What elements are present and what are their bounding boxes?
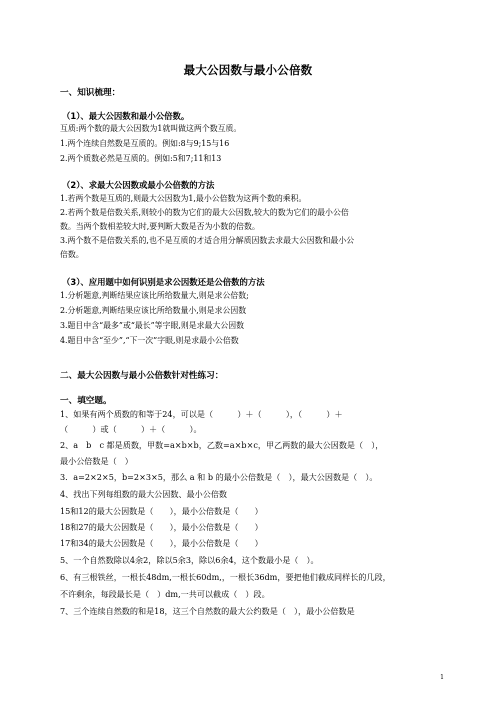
section2-heading: 二、最大公因数与最小公倍数针对性练习： [60, 371, 224, 381]
exercise-line: 最小公倍数是（ ） [60, 456, 133, 466]
exercise-line: 18和27的最大公因数是（ ），最小公倍数是（ ） [60, 522, 263, 532]
sub2-line: 2.若两个数是倍数关系,则较小的数为它们的最大公因数,较大的数为它们的最小公倍 [60, 208, 349, 217]
exercise-line: 4、找出下列每组数的最大公因数、最小公倍数 [60, 489, 228, 499]
sub2-line: 数。当两个数相差较大时,要判断大数是否为小数的倍数。 [60, 222, 260, 231]
section1-heading: 一、知识梳理： [60, 88, 121, 98]
exercise-line: 不许剩余，每段最长是（ ）dm,一共可以截成（ ）段。 [60, 589, 270, 599]
exercise-line: 3．a=2×2×5，b=2×3×5，那么 a 和 b 的最小公倍数是（ ），最大公因数是（ ）。 [60, 472, 378, 482]
page-number: 1 [440, 674, 444, 681]
sub2-title: （2）、求最大公因数或最小公倍数的方法 [62, 180, 215, 190]
exercise-line: （ ）或（ ）＋（ ）。 [60, 424, 202, 434]
page-title: 最大公因数与最小公倍数 [183, 63, 313, 77]
fill-in-heading: 一、填空题。 [60, 396, 112, 406]
sub3-line: 1.分析题意,判断结果应该比所给数量大,则是求公倍数; [60, 291, 249, 300]
exercise-line: 7、三个连续自然数的和是18，这三个自然数的最大公约数是（ ），最小公倍数是 [60, 606, 355, 616]
sub1-line: 1.两个连续自然数是互质的。例如:8与9;15与16 [60, 139, 230, 148]
sub3-line: 2.分析题意,判断结果应该比所给数量小,则是求公因数 [60, 306, 247, 315]
sub3-line: 3.题目中含“最多”或“最长”等字眼,则是求最大公因数 [60, 321, 244, 330]
exercise-line: 17和34的最大公因数是（ ），最小公倍数是（ ） [60, 538, 263, 548]
exercise-line: 6、有三根铁丝，一根长48dm,一根长60dm,，一根长36dm，要把他们截成同样长的几段， [60, 572, 391, 582]
sub3-line: 4.题目中含“至少”,“下一次”字眼,则是求最小公倍数 [60, 336, 239, 345]
sub3-title: （3）、应用题中如何识别是求公因数还是公倍数的方法 [62, 277, 265, 287]
sub1-line: 2.两个质数必然是互质的。例如:5和7;11和13 [60, 154, 222, 163]
exercise-line: 5、一个自然数除以4余2，除以5余3，除以6余4，这个数最小是（ ）。 [60, 555, 319, 565]
sub2-line: 倍数。 [60, 250, 84, 259]
sub2-line: 1.若两个数是互质的,则最大公因数为1,最小公倍数为这两个数的乘积。 [60, 194, 307, 203]
exercise-line: 15和12的最大公因数是（ ），最小公倍数是（ ） [60, 506, 263, 516]
sub1-title: （1）、最大公因数和最小公倍数。 [62, 111, 190, 121]
exercise-line: 1、如果有两个质数的和等于24，可以是（ ）＋（ ），（ ）＋ [60, 409, 343, 419]
sub1-line: 互质:两个数的最大公因数为1就叫做这两个数互质。 [60, 124, 242, 133]
sub2-line: 3.两个数不是倍数关系的,也不是互质的才适合用分解质因数去求最大公因数和最小公 [60, 236, 355, 245]
exercise-line: 2、a b c 都是质数，甲数=a×b×b，乙数=a×b×c，甲乙两数的最大公因数是（ ）， [60, 440, 384, 450]
